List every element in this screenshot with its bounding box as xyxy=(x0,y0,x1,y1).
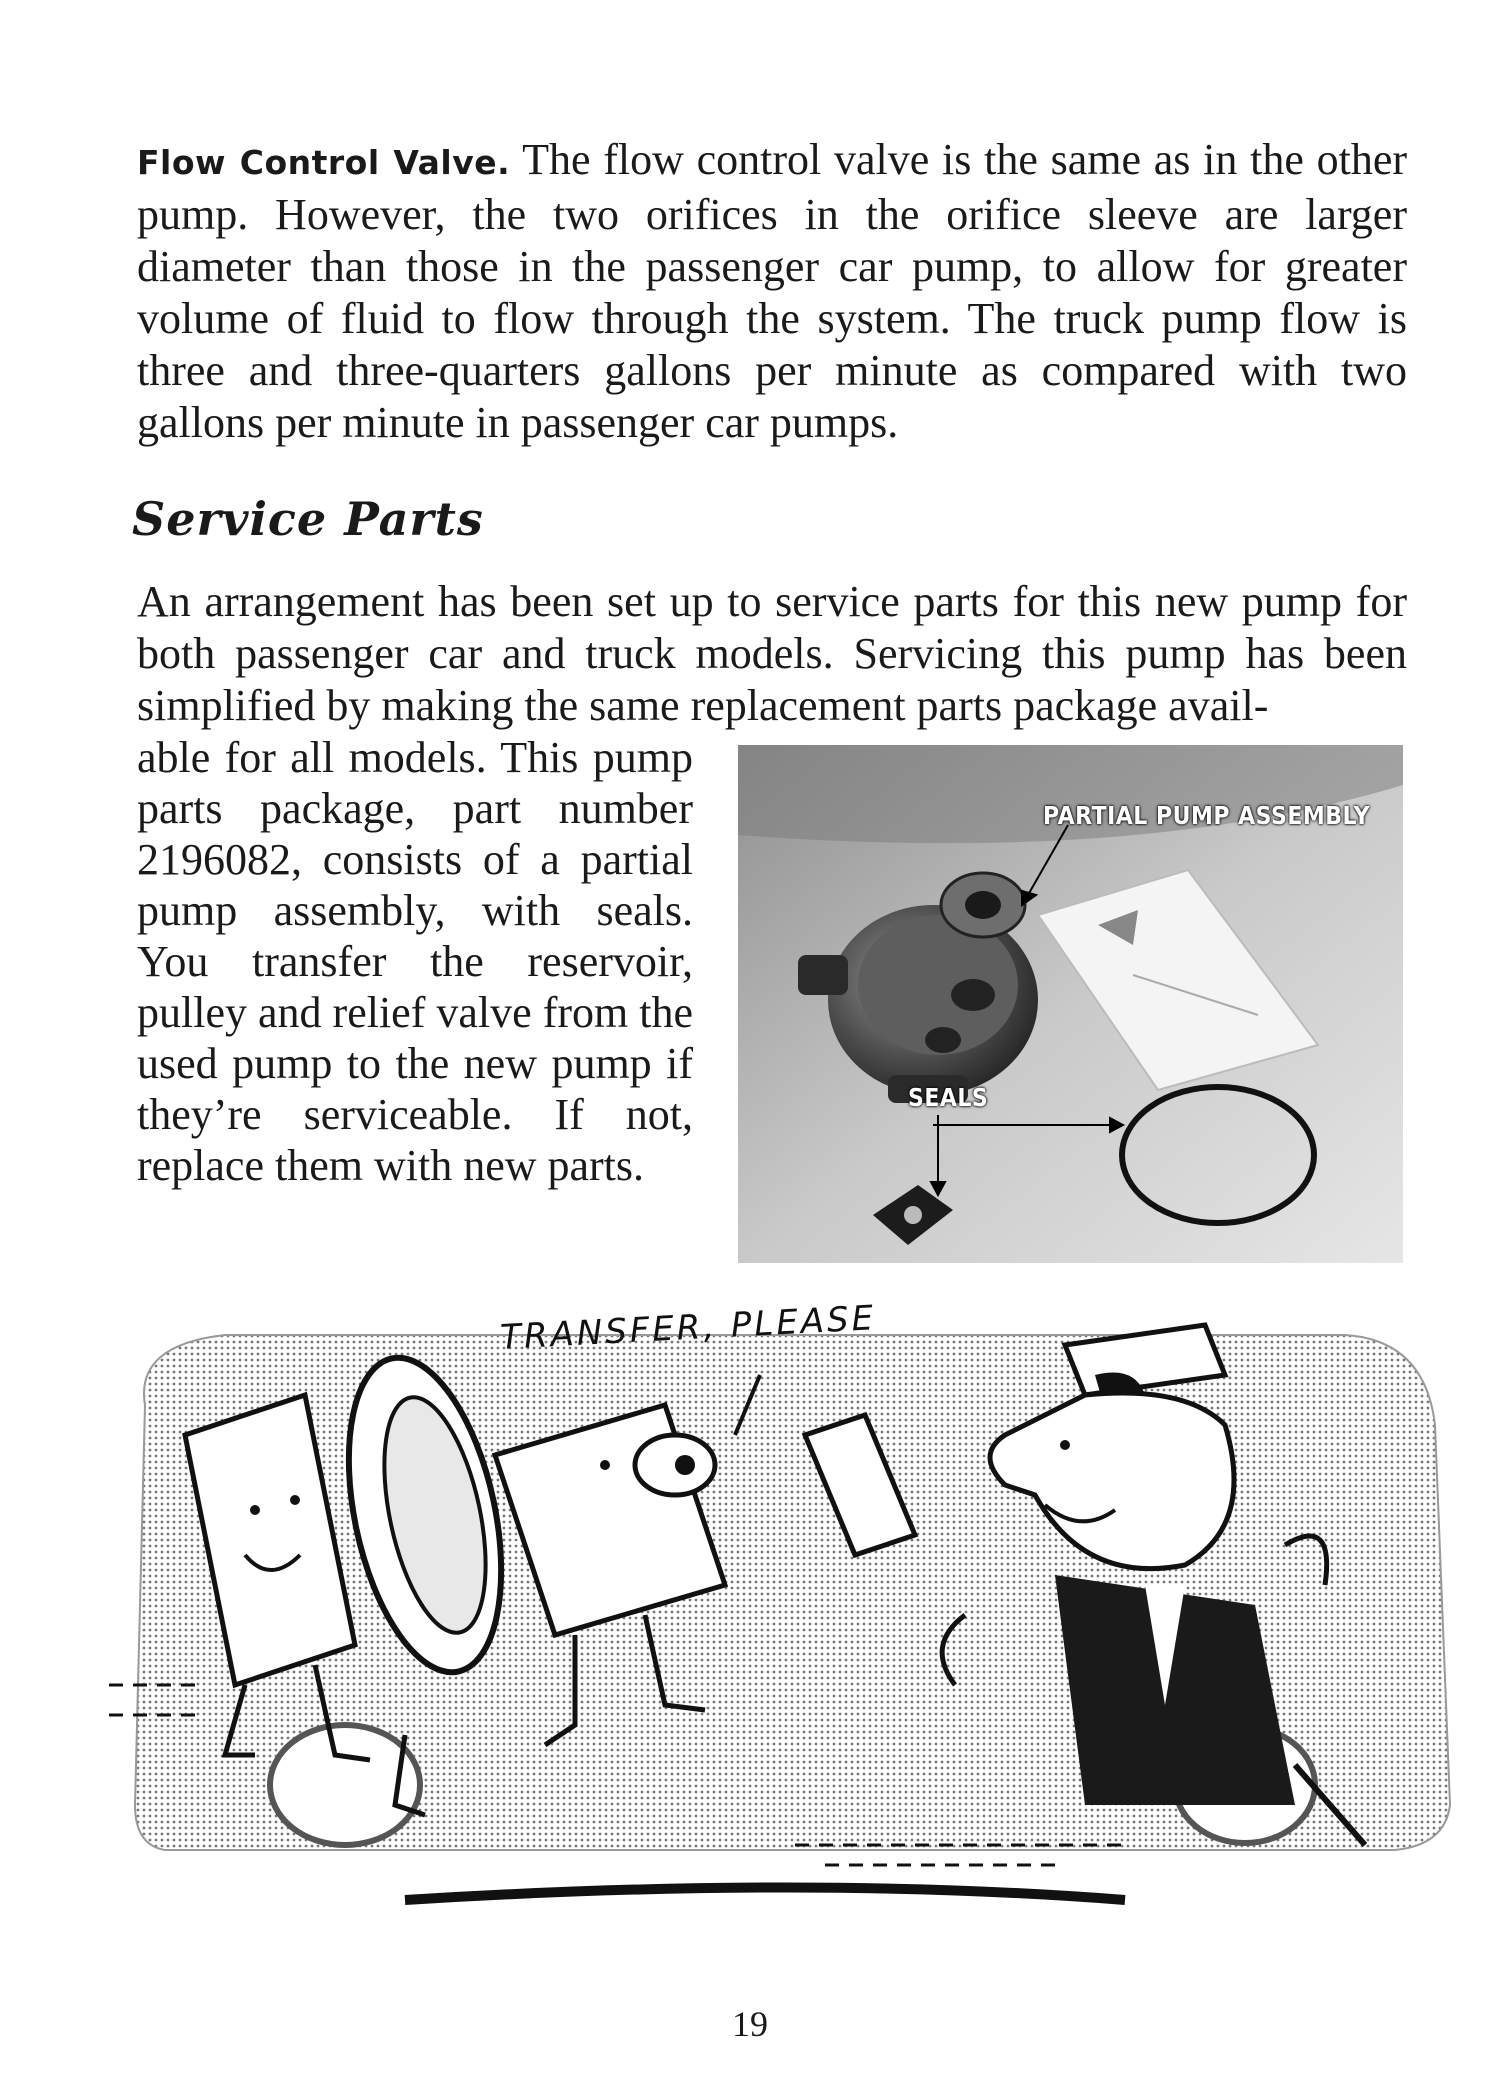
pump-parts-photo xyxy=(738,745,1403,1263)
section-heading: Service Parts xyxy=(132,492,484,546)
intro-paragraph xyxy=(137,134,1407,449)
intro-text: The flow control valve is the same as in the other pump. However, the two orifices in the orifice sleeve are larger diameter than those in the passenger car pump, to allow for greater volume of fluid to flow through the system. The truck pump flow is three and three-quarters gallons per minute as compared with two gallons per minute in passenger car pumps. xyxy=(137,135,1407,447)
run-in-heading: Flow Control Valve. xyxy=(137,143,511,182)
service-paragraph: An arrangement has been set up to service parts for this new pump for both passenger car and truck models. Servicing this pump has been simplified by making the same replacement parts package avail- xyxy=(137,577,1407,730)
package-paragraph: able for all models. This pump parts package, part number 2196082, consists of a partial pump assembly, with seals. You transfer the reservoir, pulley and relief valve from the used pump to the new pump if they’re serviceable. If not, replace them with new parts. xyxy=(137,733,693,1190)
page-number: 19 xyxy=(732,2004,768,2044)
speech-text: TRANSFER, PLEASE xyxy=(499,1298,877,1358)
seals-label: SEALS xyxy=(908,1084,989,1113)
transfer-cartoon xyxy=(105,1285,1465,1925)
partial-pump-assembly-label: PARTIAL PUMP ASSEMBLY xyxy=(1043,802,1371,831)
